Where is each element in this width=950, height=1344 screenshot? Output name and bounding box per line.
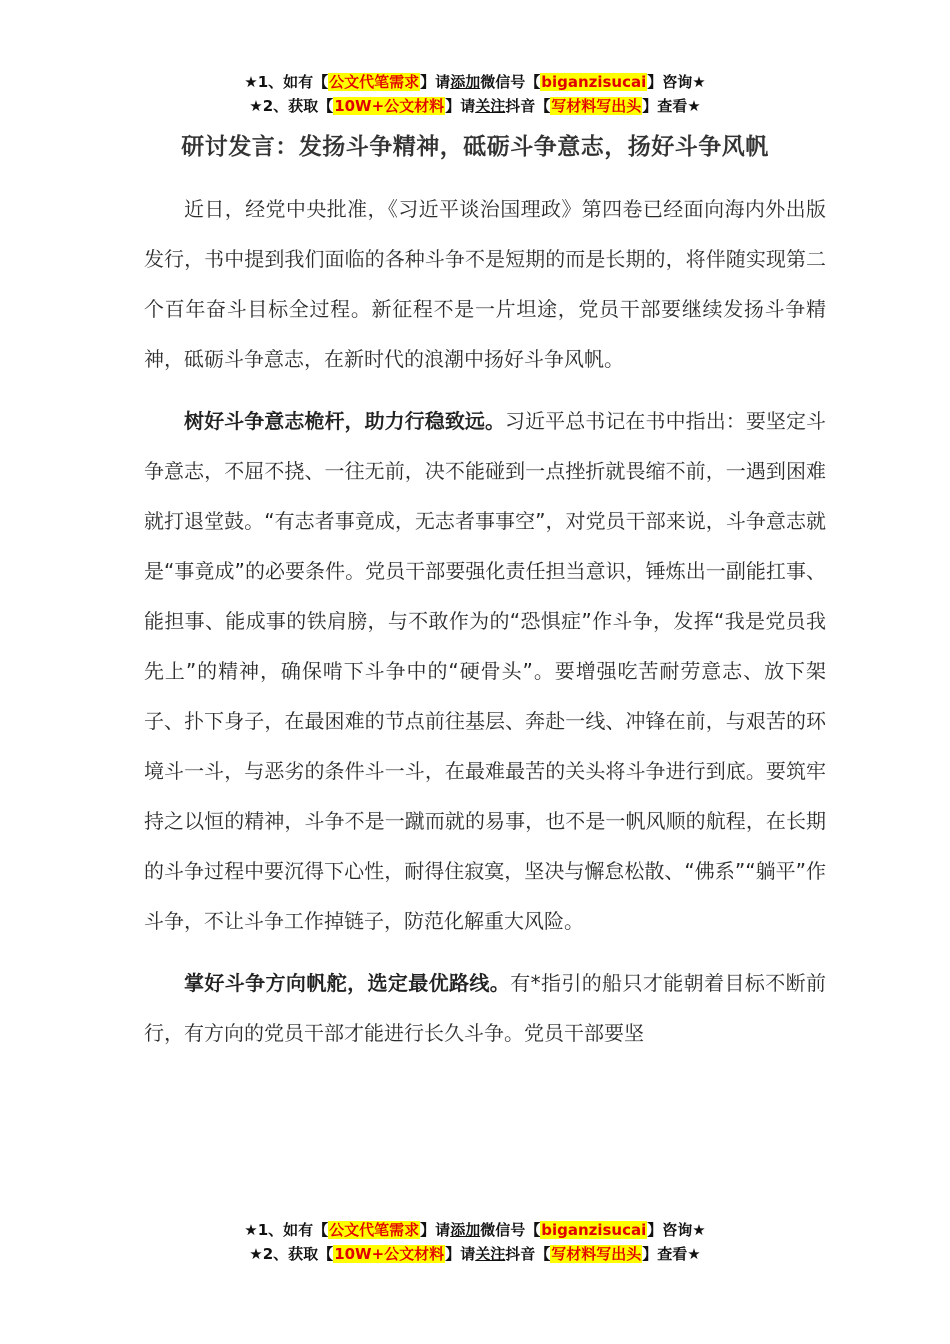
banner-douyin-id: 写材料写出头 bbox=[551, 1245, 642, 1263]
banner-text: 】咨询★ bbox=[647, 1221, 706, 1239]
banner-line-1 bbox=[0, 70, 950, 94]
document-body bbox=[144, 184, 826, 1058]
banner-line-2 bbox=[0, 94, 950, 118]
banner-text: 】咨询★ bbox=[647, 73, 706, 91]
banner-text: 】请 bbox=[445, 97, 476, 115]
paragraph-text: 习近平总书记在书中指出：要坚定斗争意志，不屈不挠、一往无前，决不能碰到一点挫折就畏缩不前，一遇到困难就打退堂鼓。“有志者事竟成，无志者事事空”，对党员干部来说，斗争意志就是“事竟成”的必要条件。党员干部要强化责任担当意识，锤炼出一副能扛事、能担事、能成事的铁肩膀，与不敢作为的“恐惧症”作斗争，发挥“我是党员我先上”的精神，确保啃下斗争中的“硬骨头”。要增强吃苦耐劳意志、放下架子、扑下身子，在最困难的节点前往基层、奔赴一线、冲锋在前，与艰苦的环境斗一斗，与恶劣的条件斗一斗，在最难最苦的关头将斗争进行到底。要筑牢持之以恒的精神，斗争不是一蹴而就的易事，也不是一帆风顺的航程，在长期的斗争过程中要沉得下心性，耐得住寂寞，坚决与懈怠松散、“佛系”“躺平”作斗争，不让斗争工作掉链子，防范化解重大风险。 bbox=[144, 409, 827, 933]
banner-underline: 添加 bbox=[450, 1221, 481, 1239]
banner-douyin-id: 写材料写出头 bbox=[551, 97, 642, 115]
banner-text: 】请 bbox=[420, 1221, 451, 1239]
banner-wechat-id: biganzisucai bbox=[541, 73, 647, 91]
paragraph-lead: 树好斗争意志桅杆，助力行稳致远。 bbox=[184, 409, 506, 433]
paragraph-text: 有*指引的船只才能朝着目标不断前行，有方向的党员干部才能进行长久斗争。党员干部要坚 bbox=[144, 971, 827, 1045]
banner-highlight: 10W+公文材料 bbox=[334, 97, 445, 115]
banner-text: 抖音【 bbox=[505, 97, 551, 115]
paragraph-text: 近日，经党中央批准，《习近平谈治国理政》第四卷已经面向海内外出版发行，书中提到我们面临的各种斗争不是短期的而是长期的，将伴随实现第二个百年奋斗目标全过程。新征程不是一片坦途，党员干部要继续发扬斗争精神，砥砺斗争意志，在新时代的浪潮中扬好斗争风帆。 bbox=[144, 197, 826, 371]
banner-text: 微信号【 bbox=[480, 73, 541, 91]
banner-highlight: 公文代笔需求 bbox=[329, 1221, 420, 1239]
document-title: 研讨发言：发扬斗争精神，砥砺斗争意志，扬好斗争风帆 bbox=[181, 134, 769, 160]
banner-underline: 关注 bbox=[475, 97, 506, 115]
footer-banner bbox=[0, 1218, 950, 1266]
paragraph bbox=[144, 396, 826, 946]
banner-line-2 bbox=[0, 1242, 950, 1266]
banner-wechat-id: biganzisucai bbox=[541, 1221, 647, 1239]
banner-text: 】请 bbox=[420, 73, 451, 91]
banner-text: 】查看★ bbox=[642, 1245, 701, 1263]
paragraph bbox=[144, 958, 826, 1058]
banner-text: 微信号【 bbox=[480, 1221, 541, 1239]
banner-highlight: 公文代笔需求 bbox=[329, 73, 420, 91]
banner-text: 抖音【 bbox=[505, 1245, 551, 1263]
banner-highlight: 10W+公文材料 bbox=[334, 1245, 445, 1263]
banner-text: ★2、获取【 bbox=[249, 97, 334, 115]
paragraph-lead: 掌好斗争方向帆舵，选定最优路线。 bbox=[184, 971, 511, 995]
paragraph bbox=[144, 184, 826, 384]
banner-text: 】请 bbox=[445, 1245, 476, 1263]
banner-text: ★1、如有【 bbox=[244, 1221, 329, 1239]
banner-underline: 关注 bbox=[475, 1245, 506, 1263]
banner-text: ★2、获取【 bbox=[249, 1245, 334, 1263]
banner-text: ★1、如有【 bbox=[244, 73, 329, 91]
banner-underline: 添加 bbox=[450, 73, 481, 91]
header-banner bbox=[0, 70, 950, 118]
banner-text: 】查看★ bbox=[642, 97, 701, 115]
banner-line-1 bbox=[0, 1218, 950, 1242]
